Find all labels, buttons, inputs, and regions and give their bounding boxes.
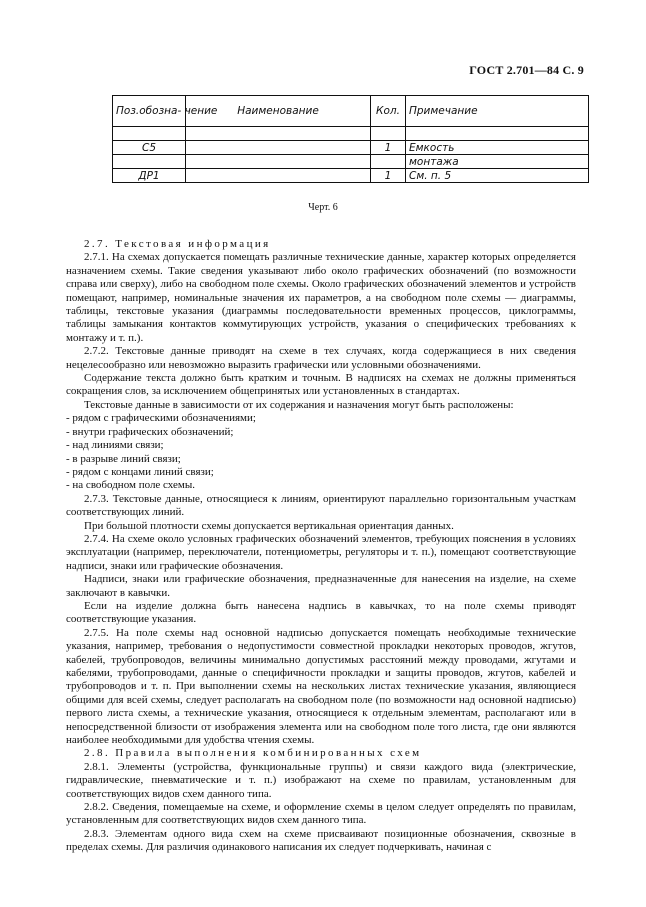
table-header-row bbox=[113, 96, 589, 127]
table-cell-position: C5 bbox=[113, 141, 186, 155]
paragraph: 2.7.2. Текстовые данные приводят на схеме в тех случаях, когда содержащиеся в них сведения нецелесообразно или невозможно выразить графически или условными обозначениями. bbox=[66, 345, 576, 371]
table-row bbox=[113, 169, 589, 183]
element-list-table-container bbox=[112, 95, 576, 183]
paragraph: 2.7.5. На поле схемы над основной надписью допускается помещать необходимые технические указания, например, требования о недопустимости совместной прокладки некоторых проводов, жгутов, кабелей, трубопроводов, величины минимально допустимых расстояний между проводами, жгутами и кабелями, трубопроводами, данные о специфичности прокладки и защиты проводов, жгутов, кабелей и трубопроводов и т. п. При выполнении схемы на нескольких листах технические указания, являющиеся общими для всей схемы, следует располагать на свободном поле (по возможности над основной надписью) первого листа схемы, а технические указания, относящиеся к отдельным элементам, располагают или в непосредственной близости от изображения элемента или на свободном поле того листа, где они являются наиболее необходимыми для удобства чтения схемы. bbox=[66, 626, 576, 747]
table-cell-name bbox=[186, 141, 371, 155]
table-cell-note: Емкость bbox=[406, 141, 589, 155]
table-row bbox=[113, 127, 589, 141]
table-row bbox=[113, 141, 589, 155]
section-heading: 2.7. Текстовая информация bbox=[84, 238, 271, 250]
paragraph: 2.8.1. Элементы (устройства, функциональные группы) и связи каждого вида (электрические, гидравлические, пневматические и т. п.) изображают на схеме по правилам, установленным для соответствующих видов схем данного типа. bbox=[66, 760, 576, 800]
body-text bbox=[66, 238, 576, 855]
list-item: - внутри графических обозначений; bbox=[66, 425, 234, 438]
element-list-table bbox=[112, 95, 589, 183]
list-item: - в разрыве линий связи; bbox=[66, 452, 181, 465]
table-cell-name bbox=[186, 169, 371, 183]
table-cell-position bbox=[113, 127, 186, 141]
column-header-position: Поз.обозна- чение bbox=[113, 96, 186, 127]
column-header-note: Примечание bbox=[406, 96, 589, 127]
table-cell-quantity bbox=[371, 127, 406, 141]
list-item: - рядом с концами линий связи; bbox=[66, 465, 214, 478]
paragraph: 2.7.4. На схеме около условных графических обозначений элементов, требующих пояснения в условиях эксплуатации (например, переключатели, потенциометры, регуляторы и т. п.), помещают соответствующие надписи, знаки или графические обозначения. bbox=[66, 532, 576, 572]
paragraph: Содержание текста должно быть кратким и точным. В надписях на схемах не должны применяться сокращения слов, за исключением общепринятых или установленных в стандартах. bbox=[66, 372, 576, 398]
list-item: - над линиями связи; bbox=[66, 439, 164, 452]
table-cell-position: ДР1 bbox=[113, 169, 186, 183]
column-header-quantity: Кол. bbox=[371, 96, 406, 127]
table-cell-note: монтажа bbox=[406, 155, 589, 169]
paragraph: Текстовые данные в зависимости от их содержания и назначения могут быть расположены: bbox=[84, 398, 514, 411]
paragraph: 2.8.3. Элементам одного вида схем на схеме присваивают позиционные обозначения, сквозные в пределах схемы. Для различия одинакового написания их следует подчеркивать, начиная с bbox=[66, 827, 576, 854]
table-row bbox=[113, 155, 589, 169]
paragraph: 2.8.2. Сведения, помещаемые на схеме, и оформление схемы в целом следует определять по правилам, установленным для соответствующих видов схем данного типа. bbox=[66, 801, 576, 827]
list-item: - рядом с графическими обозначениями; bbox=[66, 412, 256, 425]
paragraph: Если на изделие должна быть нанесена надпись в кавычках, то на поле схемы приводят соответствующие указания. bbox=[66, 599, 576, 626]
table-cell-quantity: 1 bbox=[371, 169, 406, 183]
page-header: ГОСТ 2.701—84 С. 9 bbox=[469, 63, 584, 77]
table-cell-quantity bbox=[371, 155, 406, 169]
paragraph: Надписи, знаки или графические обозначения, предназначенные для нанесения на изделие, на схеме заключают в кавычки. bbox=[66, 573, 576, 599]
paragraph: 2.7.3. Текстовые данные, относящиеся к линиям, ориентируют параллельно горизонтальным участкам соответствующих линий. bbox=[66, 492, 576, 519]
paragraph: 2.7.1. На схемах допускается помещать различные технические данные, характер которых определяется назначением схемы. Такие сведения указывают либо около графических обозначений (по возможности справа или сверху), либо на свободном поле схемы. Около графических обозначений элементов и устройств помещают, например, номинальные значения их параметров, а на свободном поле схемы — диаграммы, таблицы, текстовые указания (диаграммы последовательности временных процессов, циклограммы, таблицы замыкания контактов коммутирующих устройств, указания о специфических требованиях к монтажу и т. п.). bbox=[66, 251, 576, 344]
table-cell-name bbox=[186, 155, 371, 169]
table-cell-note bbox=[406, 127, 589, 141]
section-heading: 2.8. Правила выполнения комбинированных схем bbox=[84, 747, 422, 760]
column-header-name: Наименование bbox=[186, 96, 371, 127]
table-body bbox=[113, 127, 589, 183]
paragraph: При большой плотности схемы допускается вертикальная ориентация данных. bbox=[84, 519, 454, 532]
table-cell-note: См. п. 5 bbox=[406, 169, 589, 183]
table-cell-position bbox=[113, 155, 186, 169]
list-item: - на свободном поле схемы. bbox=[66, 479, 196, 492]
table-cell-quantity: 1 bbox=[371, 141, 406, 155]
table-cell-name bbox=[186, 127, 371, 141]
figure-caption: Черт. 6 bbox=[308, 202, 338, 213]
